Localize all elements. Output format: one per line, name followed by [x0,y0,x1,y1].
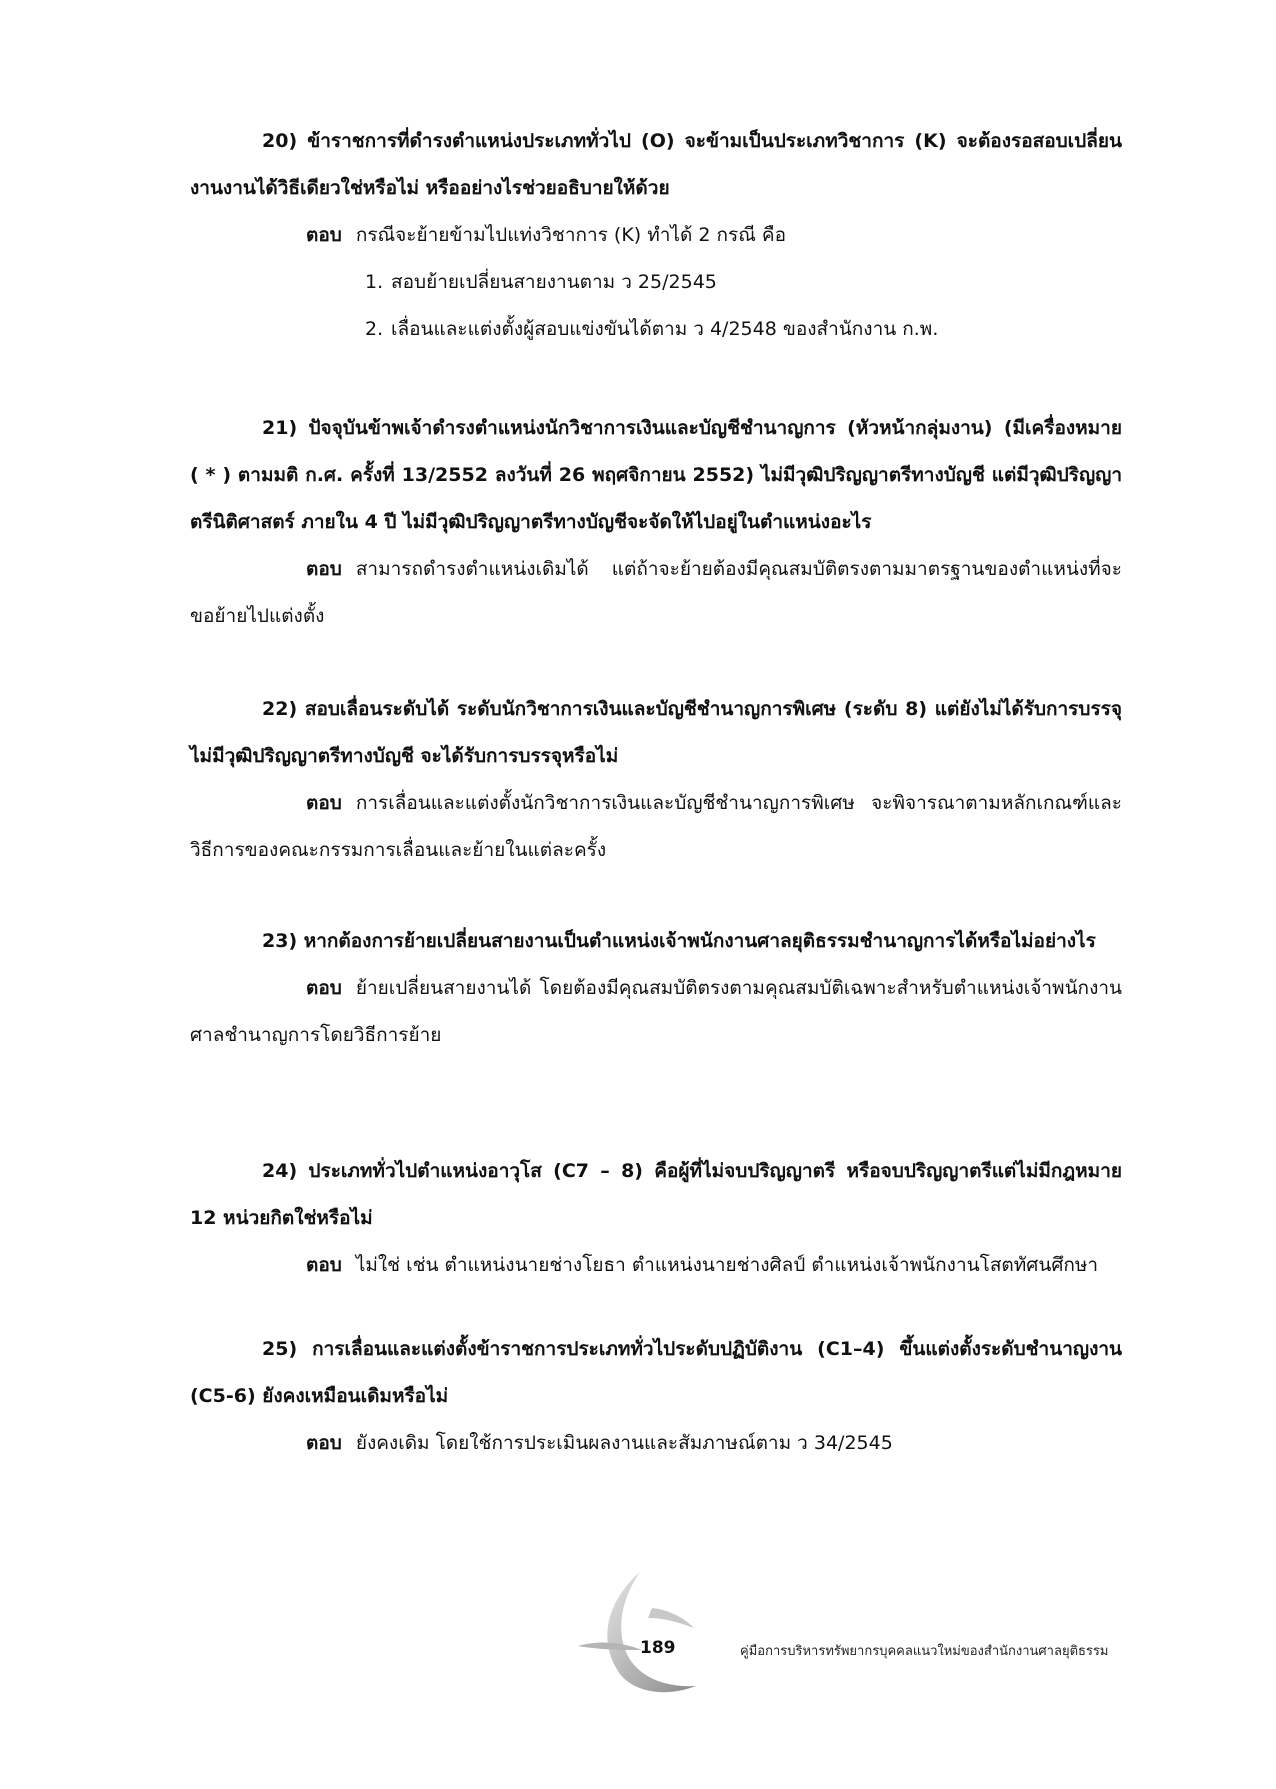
answer-22 [190,780,1122,874]
footer-title: คู่มือการบริหารทรัพยากรบุคคลแนวใหม่ของสำนักงานศาลยุติธรรม [740,1644,1109,1659]
answer-24 [190,1242,1122,1289]
list-item-number: 1. [365,271,384,293]
answer-25 [190,1420,1122,1467]
answer-label: ตอบ [306,558,342,580]
answer-text: สามารถดำรงตำแหน่งเดิมได้ แต่ถ้าจะย้ายต้องมีคุณสมบัติตรงตามมาตรฐานของตำแหน่งที่จะขอย้ายไปแต่งตั้ง [190,558,1122,627]
list-item [365,306,1122,353]
answer-20 [190,212,1122,259]
list-item-text: เลื่อนและแต่งตั้งผู้สอบแข่งขันได้ตาม ว 4/2548 ของสำนักงาน ก.พ. [391,318,939,340]
qa-block-24 [190,1148,1122,1289]
question-22: 22) สอบเลื่อนระดับได้ ระดับนักวิชาการเงินและบัญชีชำนาญการพิเศษ (ระดับ 8) แต่ยังไม่ได้รับการบรรจุไม่มีวุฒิปริญญาตรีทางบัญชี จะได้รับการบรรจุหรือไม่ [190,698,1122,767]
question-23: 23) หากต้องการย้ายเปลี่ยนสายงานเป็นตำแหน่งเจ้าพนักงานศาลยุติธรรมชำนาญการได้หรือไม่อย่างไร [262,930,1096,952]
swoosh-logo-icon [578,1570,698,1700]
question-21: 21) ปัจจุบันข้าพเจ้าดำรงตำแหน่งนักวิชาการเงินและบัญชีชำนาญการ (หัวหน้ากลุ่มงาน) (มีเครื่องหมาย ( * ) ตามมติ ก.ศ. ครั้งที่ 13/2552 ลงวันที่ 26 พฤศจิกายน 2552) ไม่มีวุฒิปริญญาตรีทางบัญชี แต่มีวุฒิปริญญาตรีนิติศาสตร์ ภายใน 4 ปี ไม่มีวุฒิปริญญาตรีทางบัญชีจะจัดให้ไปอยู่ในตำแหน่งอะไร [190,417,1122,533]
list-item-number: 2. [365,318,384,340]
answer-text: กรณีจะย้ายข้ามไปแท่งวิชาการ (K) ทำได้ 2 กรณี คือ [355,224,786,246]
answer-label: ตอบ [306,977,342,999]
page-number: 189 [640,1638,676,1658]
qa-block-25 [190,1326,1122,1467]
answer-list [190,259,1122,353]
answer-text: การเลื่อนและแต่งตั้งนักวิชาการเงินและบัญชีชำนาญการพิเศษ จะพิจารณาตามหลักเกณฑ์และวิธีการของคณะกรรมการเลื่อนและย้ายในแต่ละครั้ง [190,792,1122,861]
answer-text: ยังคงเดิม โดยใช้การประเมินผลงานและสัมภาษณ์ตาม ว 34/2545 [355,1432,893,1454]
qa-block-23 [190,918,1122,1059]
answer-label: ตอบ [306,1432,342,1454]
question-25: 25) การเลื่อนและแต่งตั้งข้าราชการประเภททั่วไประดับปฏิบัติงาน (C1–4) ขึ้นแต่งตั้งระดับชำนาญงาน (C5-6) ยังคงเหมือนเดิมหรือไม่ [190,1338,1122,1407]
list-item-text: สอบย้ายเปลี่ยนสายงานตาม ว 25/2545 [391,271,717,293]
qa-block-20 [190,118,1122,353]
answer-text: ไม่ใช่ เช่น ตำแหน่งนายช่างโยธา ตำแหน่งนายช่างศิลป์ ตำแหน่งเจ้าพนักงานโสตทัศนศึกษา [355,1254,1099,1276]
answer-label: ตอบ [306,224,342,246]
question-24: 24) ประเภททั่วไปตำแหน่งอาวุโส (C7 – 8) คือผู้ที่ไม่จบปริญญาตรี หรือจบปริญญาตรีแต่ไม่มีกฎหมาย 12 หน่วยกิตใช่หรือไม่ [190,1160,1122,1229]
answer-21 [190,546,1122,640]
list-item [365,259,1122,306]
question-20: 20) ข้าราชการที่ดำรงตำแหน่งประเภททั่วไป (O) จะข้ามเป็นประเภทวิชาการ (K) จะต้องรอสอบเปลี่ยนงานงานได้วิธีเดียวใช่หรือไม่ หรืออย่างไรช่วยอธิบายให้ด้วย [190,130,1122,199]
answer-text: ย้ายเปลี่ยนสายงานได้ โดยต้องมีคุณสมบัติตรงตามคุณสมบัติเฉพาะสำหรับตำแหน่งเจ้าพนักงานศาลชำนาญการโดยวิธีการย้าย [190,977,1122,1046]
answer-label: ตอบ [306,1254,342,1276]
qa-block-21 [190,405,1122,640]
qa-block-22 [190,686,1122,874]
answer-23 [190,965,1122,1059]
answer-label: ตอบ [306,792,342,814]
